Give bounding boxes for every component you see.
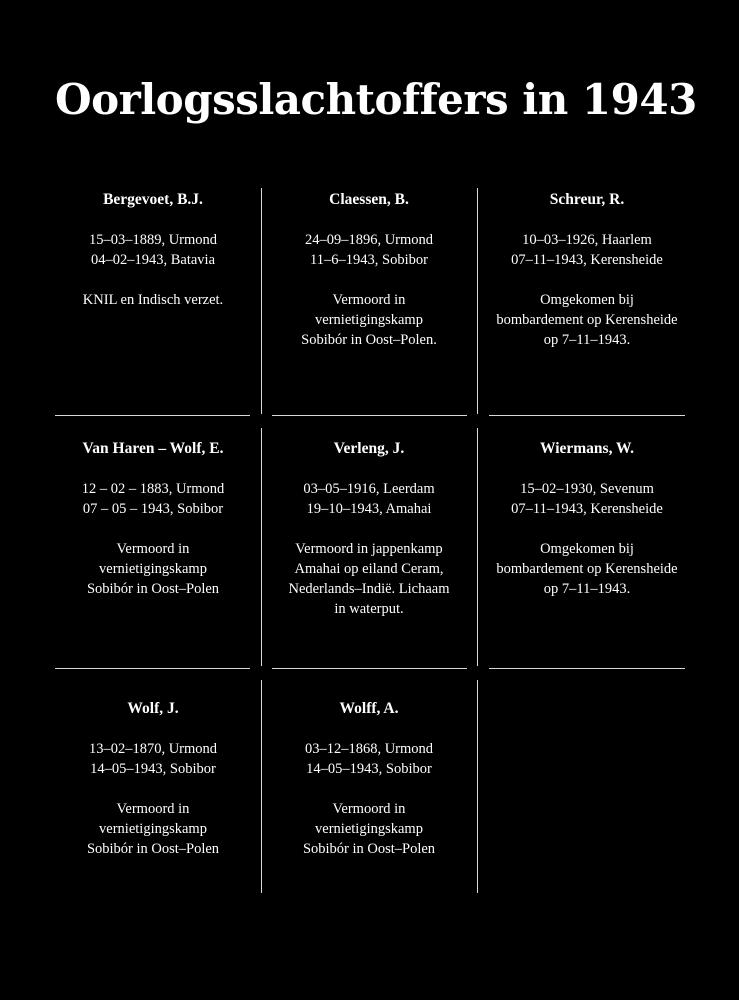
- death-date: 07–11–1943, Kerensheide: [511, 501, 663, 517]
- column-divider: [261, 188, 262, 414]
- victim-description: Omgekomen bij bombardement op Kerensheide op 7–11–1943.: [496, 292, 678, 348]
- birth-date: 12 – 02 – 1883, Urmond: [81, 481, 225, 497]
- death-date: 07 – 05 – 1943, Sobibor: [82, 501, 224, 517]
- victims-grid: [55, 188, 685, 893]
- death-date: 19–10–1943, Amahai: [306, 501, 432, 517]
- victim-name: Wolf, J.: [127, 700, 179, 717]
- victim-name: Van Haren – Wolf, E.: [82, 440, 224, 457]
- victim-dates: [264, 230, 474, 270]
- victim-dates: [482, 230, 692, 270]
- column-divider: [477, 680, 478, 893]
- birth-date: 03–12–1868, Urmond: [304, 741, 434, 757]
- birth-date: 24–09–1896, Urmond: [304, 232, 434, 248]
- victim-entry: [264, 439, 474, 619]
- row-divider: [272, 415, 467, 416]
- column-divider: [261, 428, 262, 666]
- victim-dates: [264, 739, 474, 779]
- victim-description: Omgekomen bij bombardement op Kerensheide op 7–11–1943.: [496, 541, 678, 597]
- death-date: 14–05–1943, Sobibor: [306, 761, 432, 777]
- victim-description: Vermoord in vernietigingskamp Sobibór in Oost–Polen: [86, 541, 220, 597]
- birth-date: 15–02–1930, Sevenum: [520, 481, 654, 497]
- birth-date: 13–02–1870, Urmond: [88, 741, 218, 757]
- row-divider: [272, 668, 467, 669]
- row-divider: [489, 415, 685, 416]
- row-divider: [489, 668, 685, 669]
- victim-name: Wolff, A.: [339, 700, 399, 717]
- victim-description: Vermoord in jappenkamp Amahai op eiland Ceram, Nederlands–Indië. Lichaam in waterput.: [288, 541, 450, 617]
- row-divider: [55, 415, 250, 416]
- birth-date: 10–03–1926, Haarlem: [522, 232, 652, 248]
- victim-name: Bergevoet, B.J.: [103, 191, 203, 208]
- victim-dates: [48, 739, 258, 779]
- victim-entry: [264, 699, 474, 859]
- victim-entry: [48, 439, 258, 599]
- victim-entry: [48, 699, 258, 859]
- row-divider: [55, 668, 250, 669]
- death-date: 11–6–1943, Sobibor: [310, 252, 428, 268]
- column-divider: [261, 680, 262, 893]
- victim-dates: [264, 479, 474, 519]
- victim-description: Vermoord in vernietigingskamp Sobibór in Oost–Polen: [86, 801, 220, 857]
- victim-entry: [48, 190, 258, 310]
- victim-name: Verleng, J.: [333, 440, 405, 457]
- victim-entry: [482, 439, 692, 599]
- death-date: 07–11–1943, Kerensheide: [511, 252, 663, 268]
- victim-name: Schreur, R.: [549, 191, 625, 208]
- victim-name: Claessen, B.: [329, 191, 409, 208]
- victim-entry: [264, 190, 474, 350]
- victim-description: Vermoord in vernietigingskamp Sobibór in Oost–Polen.: [301, 292, 437, 348]
- column-divider: [477, 188, 478, 414]
- birth-date: 03–05–1916, Leerdam: [303, 481, 435, 497]
- victim-entry: [482, 190, 692, 350]
- birth-date: 15–03–1889, Urmond: [88, 232, 218, 248]
- page-title: Oorlogsslachtoffers in 1943: [55, 75, 697, 124]
- victim-dates: [482, 479, 692, 519]
- victim-dates: [48, 230, 258, 270]
- column-divider: [477, 428, 478, 666]
- death-date: 14–05–1943, Sobibor: [90, 761, 216, 777]
- victim-description: KNIL en Indisch verzet.: [82, 292, 224, 308]
- victim-description: Vermoord in vernietigingskamp Sobibór in Oost–Polen: [302, 801, 436, 857]
- victim-name: Wiermans, W.: [539, 440, 635, 457]
- death-date: 04–02–1943, Batavia: [90, 252, 216, 268]
- victim-dates: [48, 479, 258, 519]
